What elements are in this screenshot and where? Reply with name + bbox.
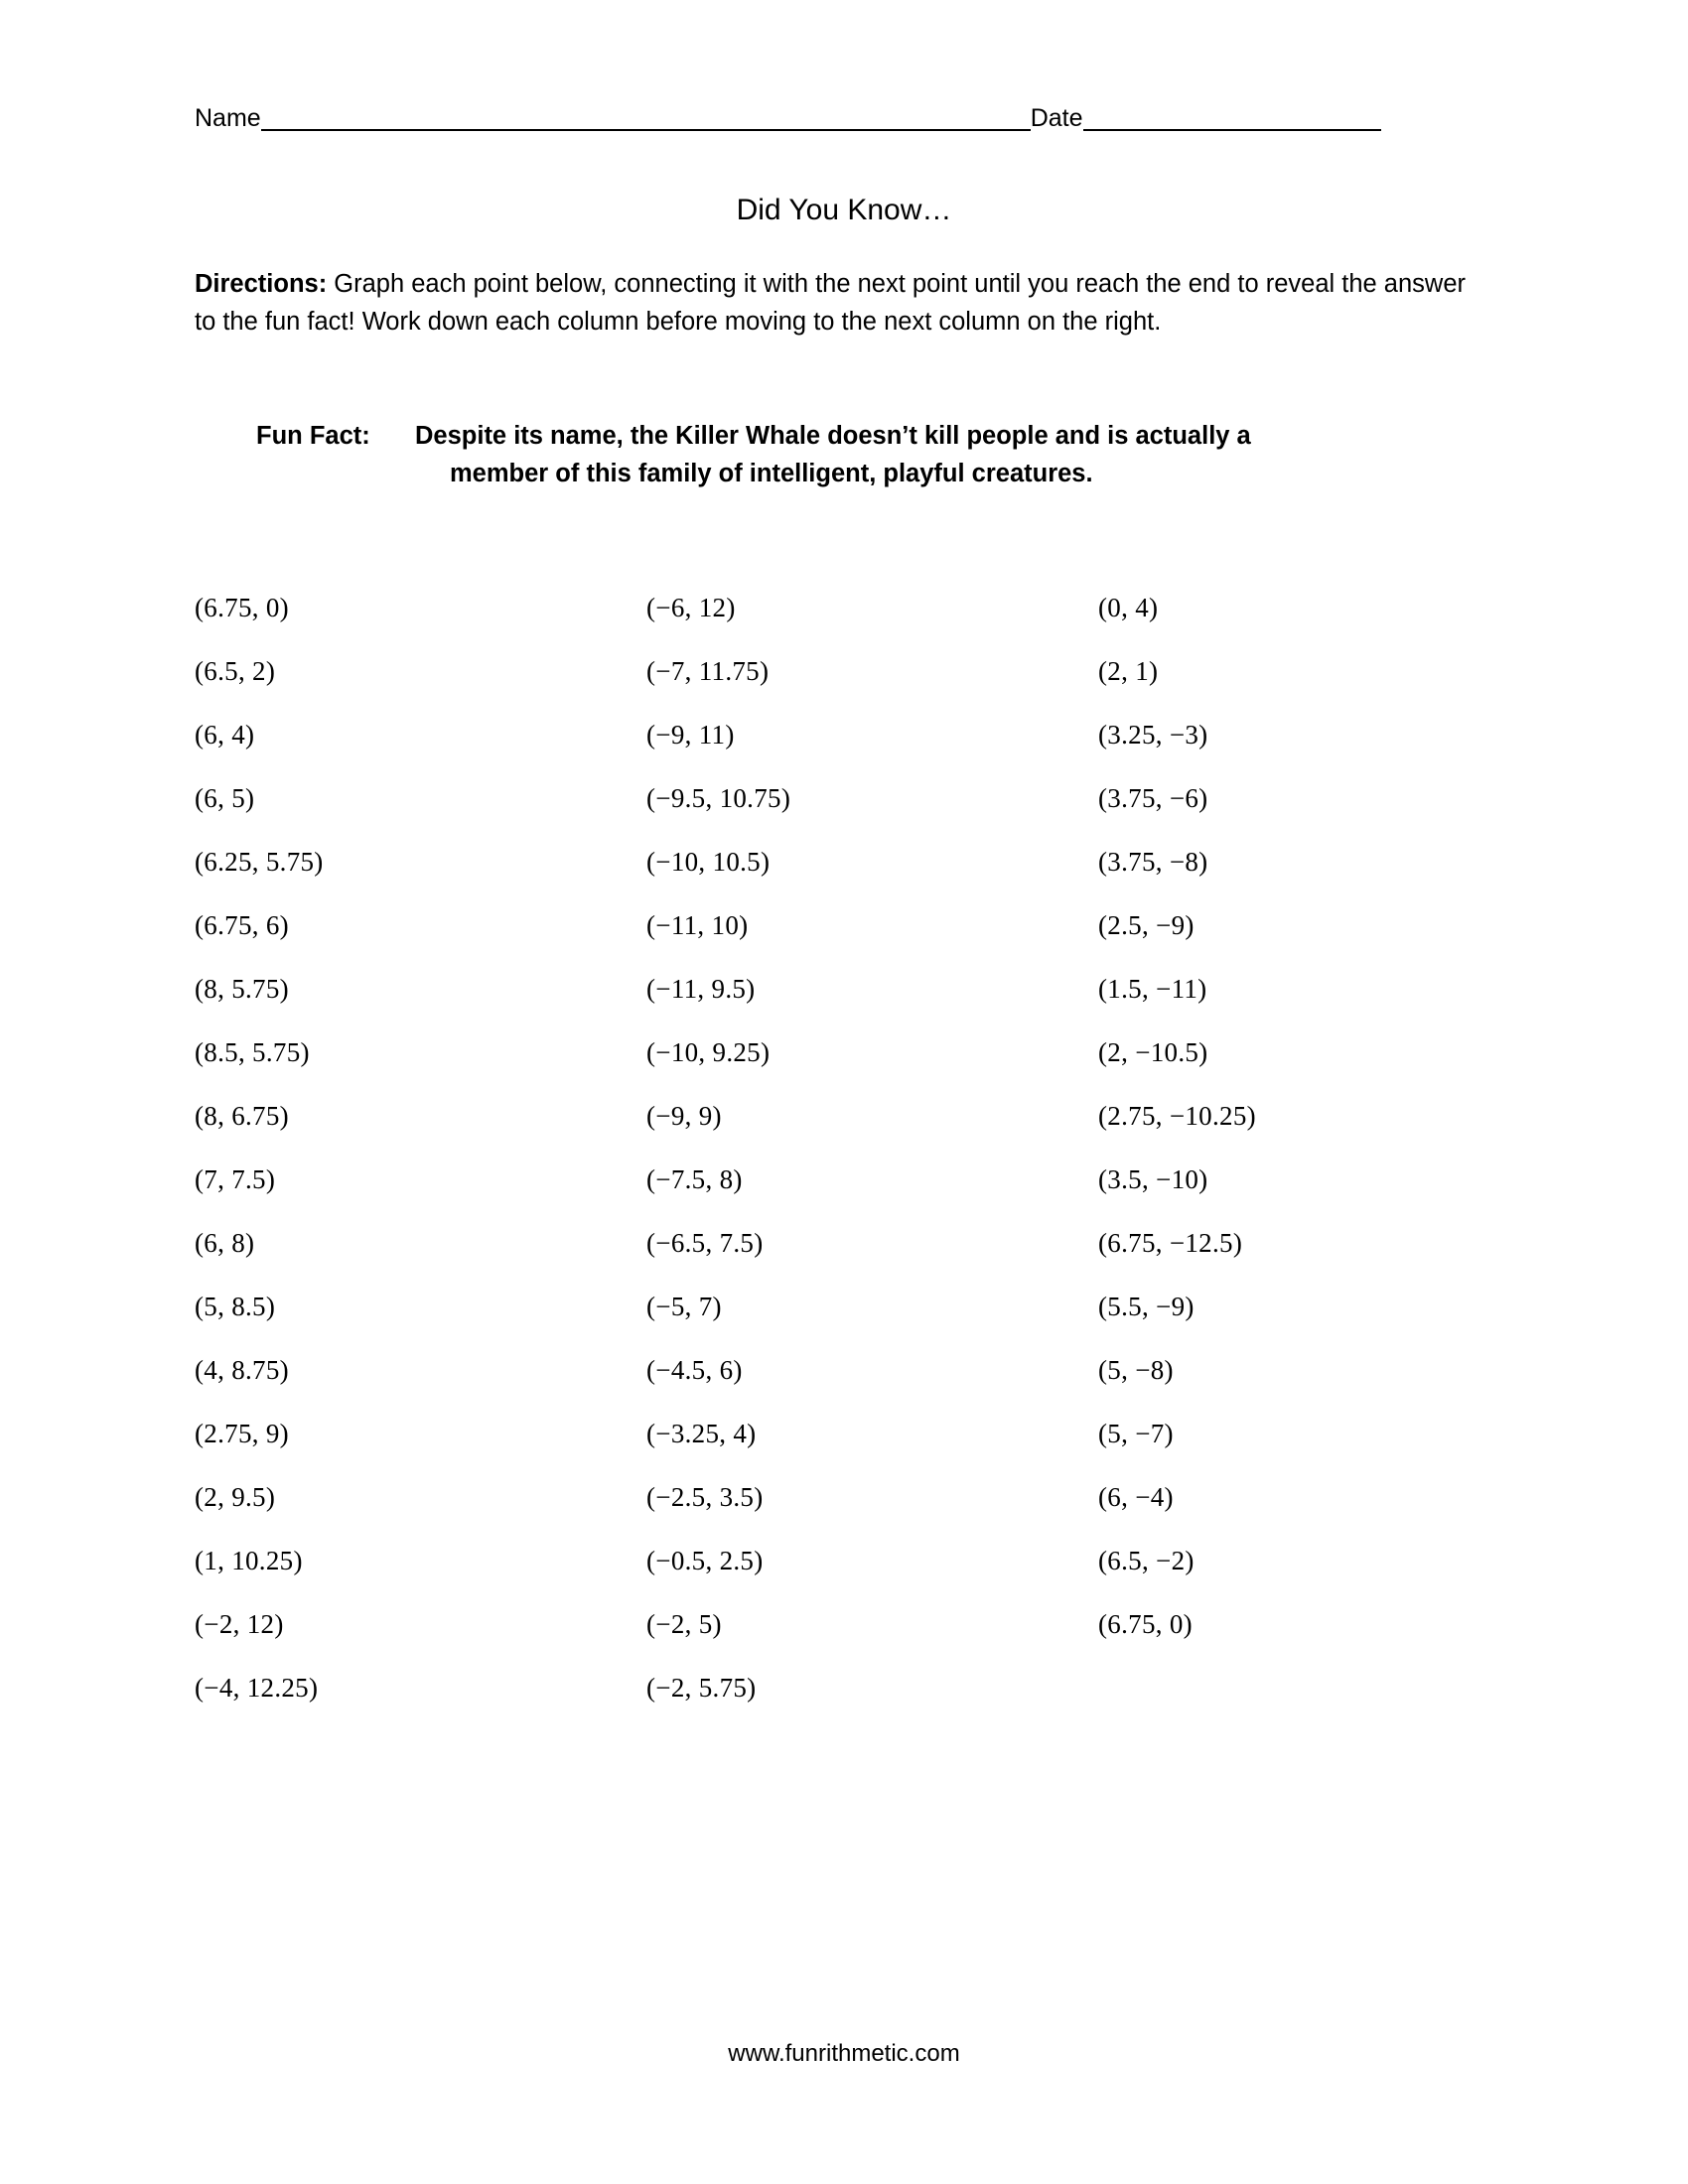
list-item: (4, 8.75) — [195, 1355, 289, 1385]
page-title: Did You Know… — [736, 194, 952, 226]
list-item: (−6.5, 7.5) — [646, 1228, 764, 1258]
list-item: (8.5, 5.75) — [195, 1037, 310, 1067]
list-item: (−11, 9.5) — [646, 974, 756, 1004]
list-item: (6, −4) — [1098, 1482, 1174, 1512]
list-item: (−5, 7) — [646, 1292, 722, 1321]
list-item: (6.75, 6) — [195, 910, 289, 940]
fun-fact-block — [256, 417, 1428, 493]
coordinate-column-2 — [646, 576, 1098, 1719]
coordinate-column-3 — [1098, 576, 1476, 1656]
list-item: (−2, 12) — [195, 1609, 284, 1639]
fun-fact-line-2: member of this family of intelligent, playful creatures. — [450, 460, 1093, 488]
coordinate-column-1 — [195, 576, 646, 1719]
list-item: (−7.5, 8) — [646, 1164, 743, 1194]
list-item: (5, −7) — [1098, 1419, 1174, 1448]
list-item: (0, 4) — [1098, 593, 1159, 622]
list-item: (2.5, −9) — [1098, 910, 1195, 940]
name-date-header — [195, 91, 1476, 131]
list-item: (2, 1) — [1098, 656, 1159, 686]
name-label: Name — [195, 104, 261, 132]
list-item: (6, 4) — [195, 720, 255, 750]
date-label: Date — [1030, 104, 1083, 132]
list-item: (6, 8) — [195, 1228, 255, 1258]
list-item: (−6, 12) — [646, 593, 736, 622]
list-item: (7, 7.5) — [195, 1164, 276, 1194]
list-item: (3.25, −3) — [1098, 720, 1208, 750]
fun-fact-line-1: Despite its name, the Killer Whale doesn’t kill people and is actually a — [415, 422, 1251, 450]
list-item: (−9, 11) — [646, 720, 735, 750]
list-item: (1, 10.25) — [195, 1546, 303, 1575]
list-item: (−4, 12.25) — [195, 1673, 319, 1703]
list-item: (6.75, −12.5) — [1098, 1228, 1243, 1258]
name-write-line[interactable] — [261, 103, 1031, 131]
list-item: (1.5, −11) — [1098, 974, 1207, 1004]
coordinate-columns — [195, 576, 1476, 1719]
list-item: (6.5, −2) — [1098, 1546, 1195, 1575]
list-item: (−9.5, 10.75) — [646, 783, 791, 813]
list-item: (2, −10.5) — [1098, 1037, 1208, 1067]
list-item: (3.75, −8) — [1098, 847, 1208, 877]
list-item: (−7, 11.75) — [646, 656, 770, 686]
list-item: (−2.5, 3.5) — [646, 1482, 764, 1512]
list-item: (−10, 10.5) — [646, 847, 771, 877]
list-item: (5.5, −9) — [1098, 1292, 1195, 1321]
list-item: (6, 5) — [195, 783, 255, 813]
list-item: (6.75, 0) — [195, 593, 289, 622]
fun-fact-label: Fun Fact: — [256, 422, 370, 450]
list-item: (5, 8.5) — [195, 1292, 276, 1321]
footer-url[interactable]: www.funrithmetic.com — [728, 2040, 960, 2067]
list-item: (8, 5.75) — [195, 974, 289, 1004]
list-item: (−10, 9.25) — [646, 1037, 771, 1067]
list-item: (3.5, −10) — [1098, 1164, 1208, 1194]
date-write-line[interactable] — [1083, 103, 1381, 131]
list-item: (−2, 5) — [646, 1609, 722, 1639]
list-item: (3.75, −6) — [1098, 783, 1208, 813]
list-item: (5, −8) — [1098, 1355, 1174, 1385]
list-item: (−2, 5.75) — [646, 1673, 757, 1703]
directions-paragraph — [195, 266, 1476, 341]
list-item: (−11, 10) — [646, 910, 749, 940]
list-item: (8, 6.75) — [195, 1101, 289, 1131]
list-item: (−0.5, 2.5) — [646, 1546, 764, 1575]
list-item: (6.25, 5.75) — [195, 847, 324, 877]
list-item: (−9, 9) — [646, 1101, 722, 1131]
directions-label: Directions: — [195, 270, 328, 298]
list-item: (−3.25, 4) — [646, 1419, 757, 1448]
directions-text: Graph each point below, connecting it with the next point until you reach the end to reveal the answer to the fun fact! Work down each column before moving to the next column on the right. — [195, 270, 1467, 336]
list-item: (6.75, 0) — [1098, 1609, 1193, 1639]
list-item: (2, 9.5) — [195, 1482, 276, 1512]
list-item: (2.75, 9) — [195, 1419, 289, 1448]
list-item: (−4.5, 6) — [646, 1355, 743, 1385]
list-item: (2.75, −10.25) — [1098, 1101, 1256, 1131]
list-item: (6.5, 2) — [195, 656, 276, 686]
